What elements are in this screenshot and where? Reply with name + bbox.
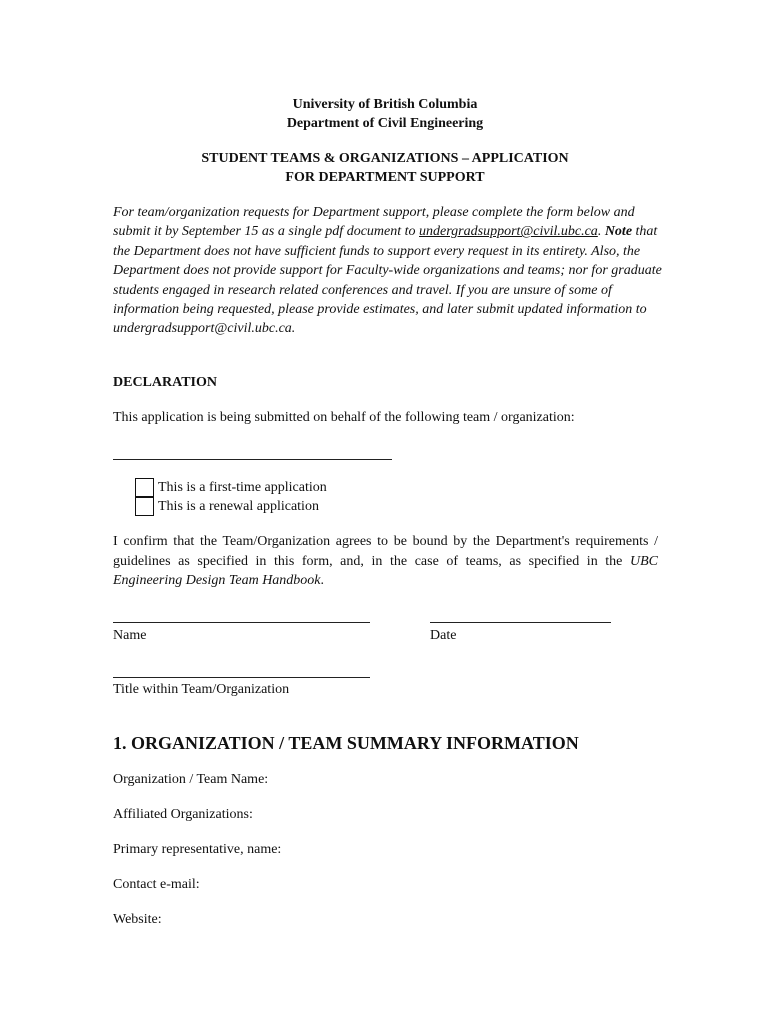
name-line[interactable]: [113, 622, 370, 623]
field-affiliated-organizations: Affiliated Organizations:: [113, 807, 253, 822]
section-1-title: 1. ORGANIZATION / TEAM SUMMARY INFORMATION: [113, 733, 579, 753]
confirm-text-2: .: [320, 573, 325, 588]
date-label: Date: [430, 628, 457, 643]
first-time-checkbox[interactable]: [135, 478, 154, 497]
renewal-label: This is a renewal application: [158, 498, 319, 514]
renewal-checkbox[interactable]: [135, 497, 154, 516]
intro-text-3: that the Department does not have sufficient funds to support every request in its entirety. Also, the Department does not provide support for Faculty-wide organizations and teams; nor for graduate students engaged in research related conferences and travel. If you are unsure of some of information being requested, please provide estimates, and later submit updated information to undergradsupport@civil.ubc.ca.: [113, 224, 662, 337]
department-name: Department of Civil Engineering: [286, 116, 484, 131]
field-website: Website:: [113, 912, 162, 927]
renewal-option: [135, 496, 319, 516]
support-email-link[interactable]: undergradsupport@civil.ubc.ca: [419, 224, 598, 240]
form-title-line-2: FOR DEPARTMENT SUPPORT: [285, 170, 485, 185]
confirmation-paragraph: [113, 532, 658, 591]
intro-text-1: For team/organization requests for Department support, please complete the form below and submit it by September 15 as a single pdf document to: [113, 205, 635, 240]
field-primary-representative: Primary representative, name:: [113, 842, 282, 857]
title-line[interactable]: [113, 677, 370, 678]
field-contact-email: Contact e-mail:: [113, 877, 200, 892]
date-line[interactable]: [430, 622, 611, 623]
form-title-line-1: STUDENT TEAMS & ORGANIZATIONS – APPLICATION: [201, 151, 569, 166]
declaration-statement: This application is being submitted on behalf of the following team / organization:: [113, 410, 575, 425]
note-label: Note: [604, 224, 633, 240]
name-label: Name: [113, 628, 147, 643]
declaration-heading: DECLARATION: [113, 375, 217, 390]
confirm-text-1: I confirm that the Team/Organization agrees to be bound by the Department's requirements / guidelines as specified in this form, and, in the case of teams, as specified in the: [113, 534, 658, 569]
title-label: Title within Team/Organization: [113, 682, 290, 697]
intro-paragraph: [113, 203, 663, 339]
handbook-title: UBC Engineering Design Team Handbook: [113, 553, 658, 588]
team-name-line[interactable]: [113, 459, 392, 460]
university-name: University of British Columbia: [292, 97, 478, 112]
first-time-option: [135, 477, 327, 497]
field-organization-name: Organization / Team Name:: [113, 772, 269, 787]
intro-text-2: .: [597, 224, 605, 240]
first-time-label: This is a first-time application: [158, 479, 327, 495]
